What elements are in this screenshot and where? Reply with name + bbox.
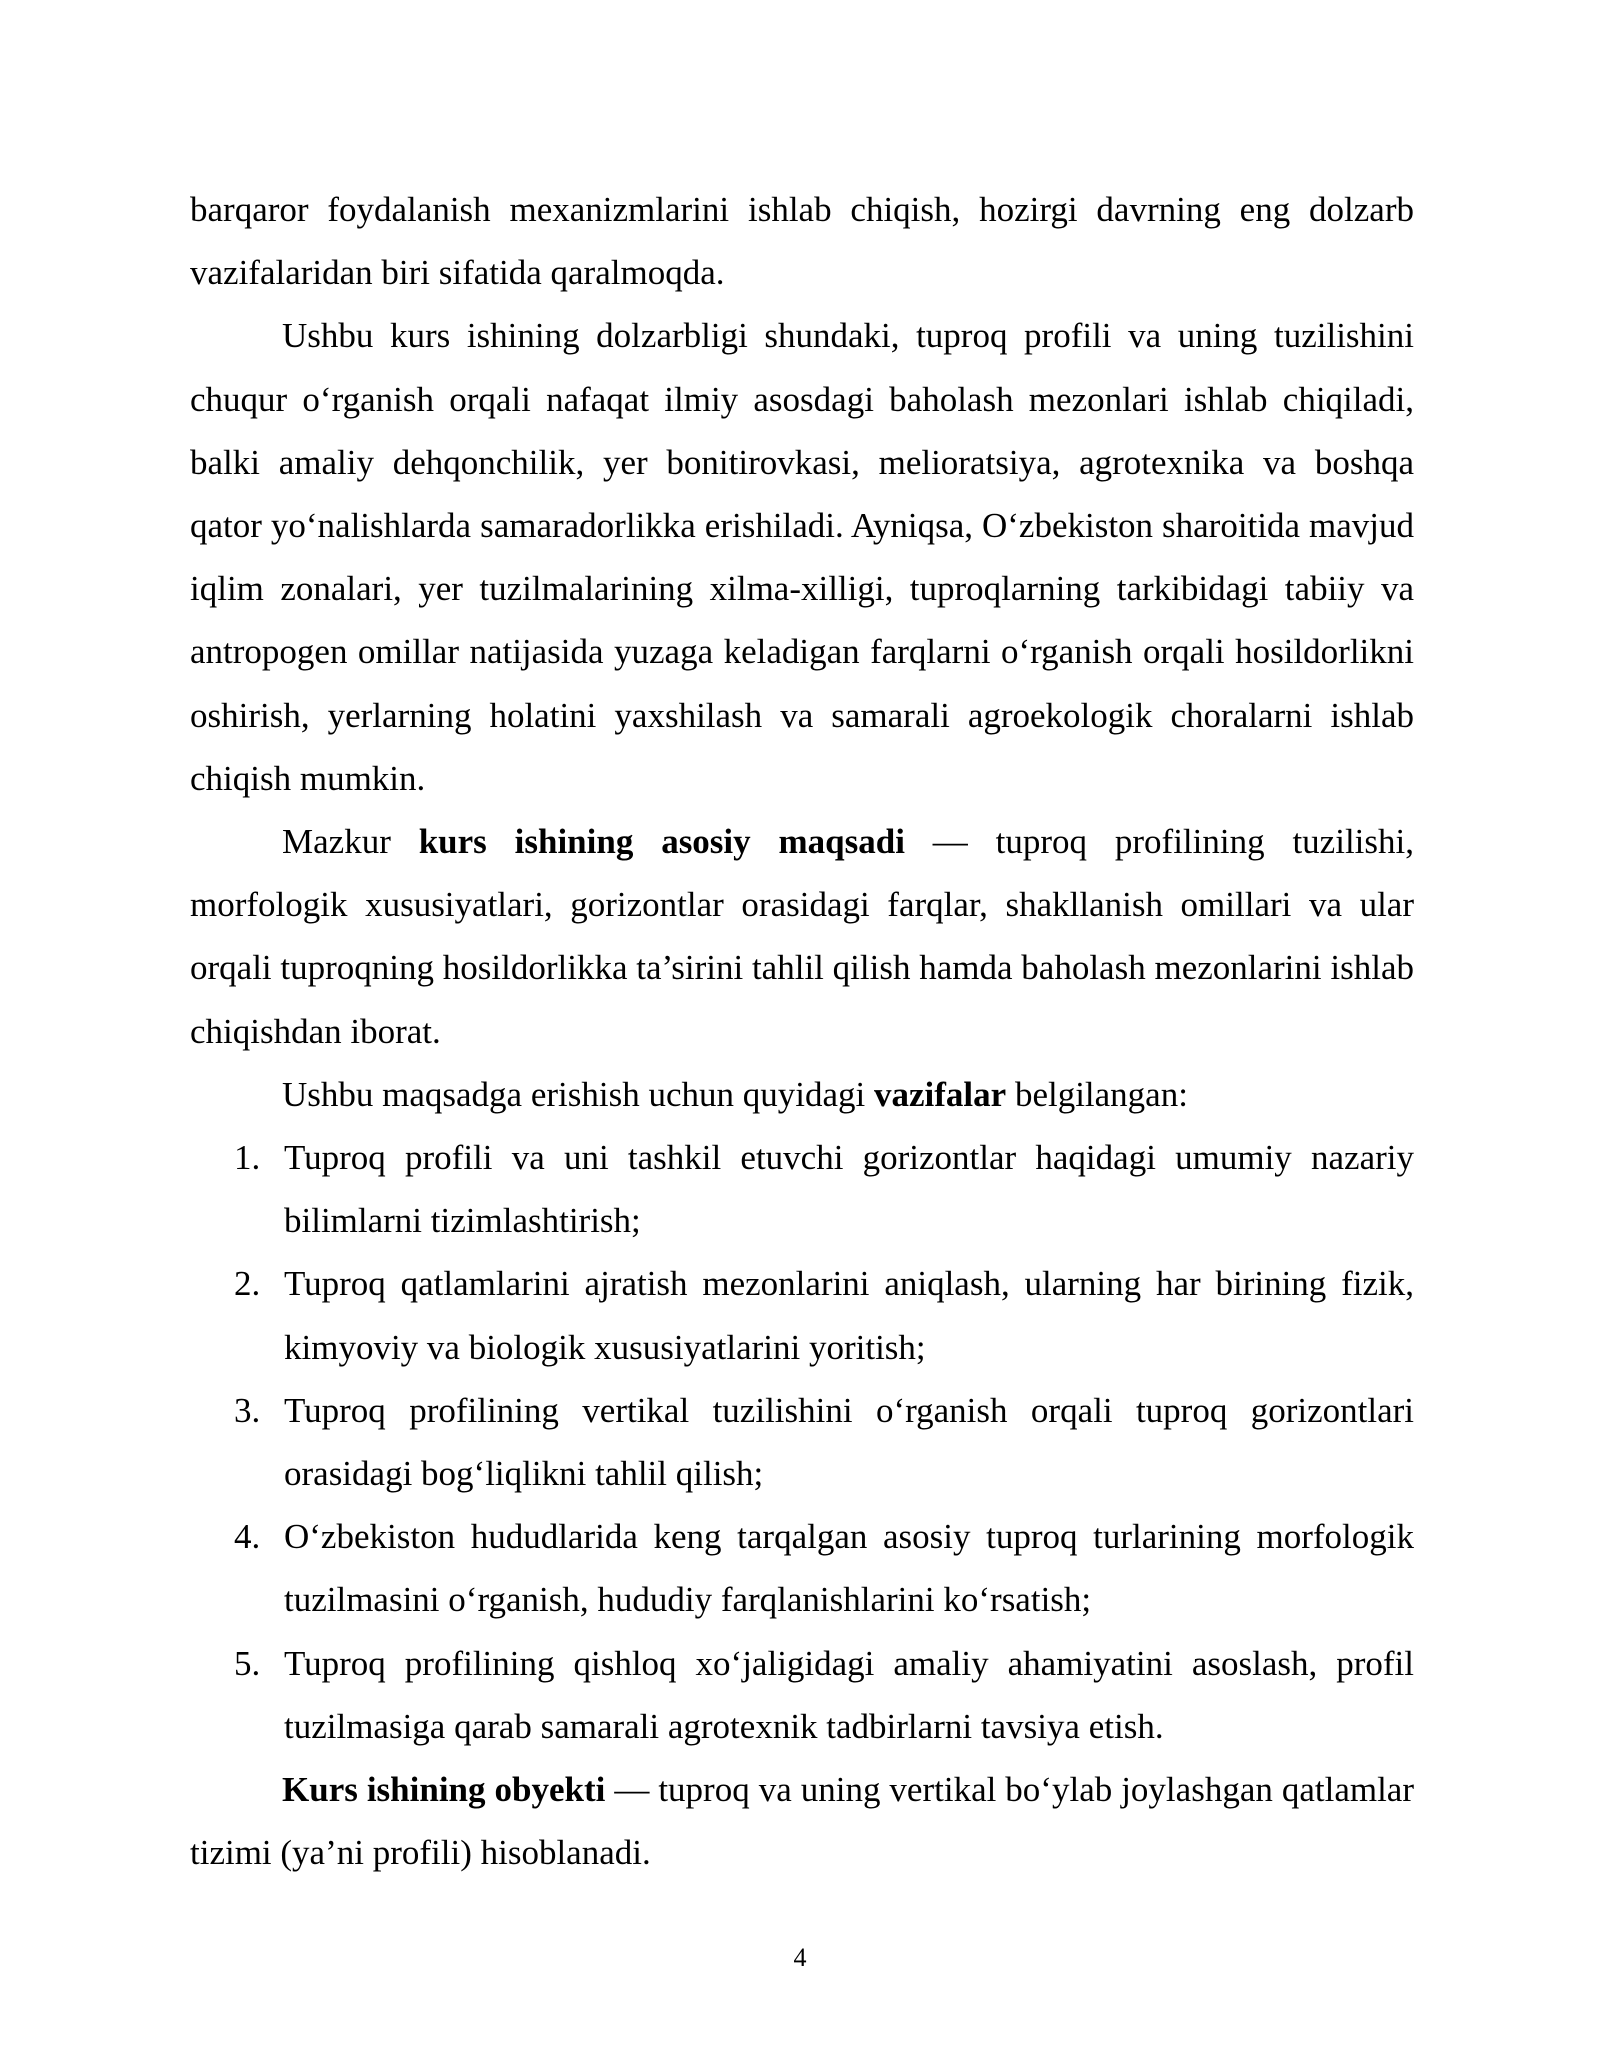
list-item-text: O‘zbekiston hududlarida keng tarqalgan asosiy tuproq turlarining morfologik tuzilmasini o‘rganish, hududiy farqlanishlarini ko‘rsatish; — [284, 1517, 1414, 1620]
list-item — [190, 1252, 1414, 1378]
list-item — [190, 1379, 1414, 1505]
object-bold-term: Kurs ishining obyekti — [282, 1770, 606, 1810]
list-number: 2. — [234, 1264, 261, 1304]
paragraph-object — [190, 1758, 1414, 1884]
object-description: — tuproq va uning vertikal bo‘ylab joylashgan qatlamlar tizimi (ya’ni profili) hisoblanadi. — [190, 1770, 1414, 1873]
list-item-text: Tuproq profili va uni tashkil etuvchi gorizontlar haqidagi umumiy nazariy bilimlarni tizimlashtirish; — [284, 1138, 1414, 1241]
list-number: 1. — [234, 1138, 261, 1178]
goal-intro: Mazkur — [282, 822, 419, 862]
goal-bold-term: kurs ishining asosiy maqsadi — [418, 822, 905, 862]
paragraph-continuation: barqaror foydalanish mexanizmlarini ishlab chiqish, hozirgi davrning eng dolzarb vazifalaridan biri sifatida qaralmoqda. — [190, 190, 1414, 293]
tasks-list — [190, 1126, 1414, 1758]
tasks-intro-end: belgilangan: — [1006, 1074, 1188, 1114]
list-number: 4. — [234, 1517, 261, 1557]
list-number: 5. — [234, 1643, 261, 1683]
list-item — [190, 1126, 1414, 1252]
list-item-text: Tuproq profilining vertikal tuzilishini o‘rganish orqali tuproq gorizontlari orasidagi bog‘liqlikni tahlil qilish; — [284, 1390, 1414, 1494]
tasks-bold-term: vazifalar — [874, 1074, 1007, 1114]
list-item — [190, 1505, 1414, 1631]
body-text — [190, 178, 1414, 1884]
paragraph-tasks-intro — [190, 1063, 1414, 1126]
list-item-text: Tuproq qatlamlarini ajratish mezonlarini aniqlash, ularning har birining fizik, kimyoviy va biologik xususiyatlarini yoritish; — [284, 1264, 1414, 1367]
list-item — [190, 1632, 1414, 1758]
list-item-text: Tuproq profilining qishloq xo‘jaligidagi amaliy ahamiyatini asoslash, profil tuzilmasiga qarab samarali agrotexnik tadbirlarni tavsiya etish. — [284, 1643, 1414, 1746]
page-number: 4 — [793, 1943, 807, 1972]
tasks-intro-text: Ushbu maqsadga erishish uchun quyidagi — [282, 1074, 874, 1114]
paragraph-relevance: Ushbu kurs ishining dolzarbligi shundaki, tuproq profili va uning tuzilishini chuqur o‘rganish orqali nafaqat ilmiy asosdagi baholash mezonlari ishlab chiqiladi, balki amaliy dehqonchilik, yer bonitirovkasi, melioratsiya, agrotexnika va boshqa qator yo‘nalishlarda samaradorlikka erishiladi. Ayniqsa, O‘zbekiston sharoitida mavjud iqlim zonalari, yer tuzilmalarining xilma-xilligi, tuproqlarning tarkibidagi tabiiy va antropogen omillar natijasida yuzaga keladigan farqlarni o‘rganish orqali hosildorlikni oshirish, yerlarning holatini yaxshilash va samarali agroekologik choralarni ishlab chiqish mumkin. — [190, 316, 1414, 798]
paragraph-goal — [190, 810, 1414, 1063]
list-number: 3. — [234, 1390, 261, 1430]
goal-description: — tuproq profilining tuzilishi, morfologik xususiyatlari, gorizontlar orasidagi farqlar, shakllanish omillari va ular orqali tuproqning hosildorlikka ta’sirini tahlil qilish hamda baholash mezonlarini ishlab chiqishdan iborat. — [190, 822, 1414, 1051]
